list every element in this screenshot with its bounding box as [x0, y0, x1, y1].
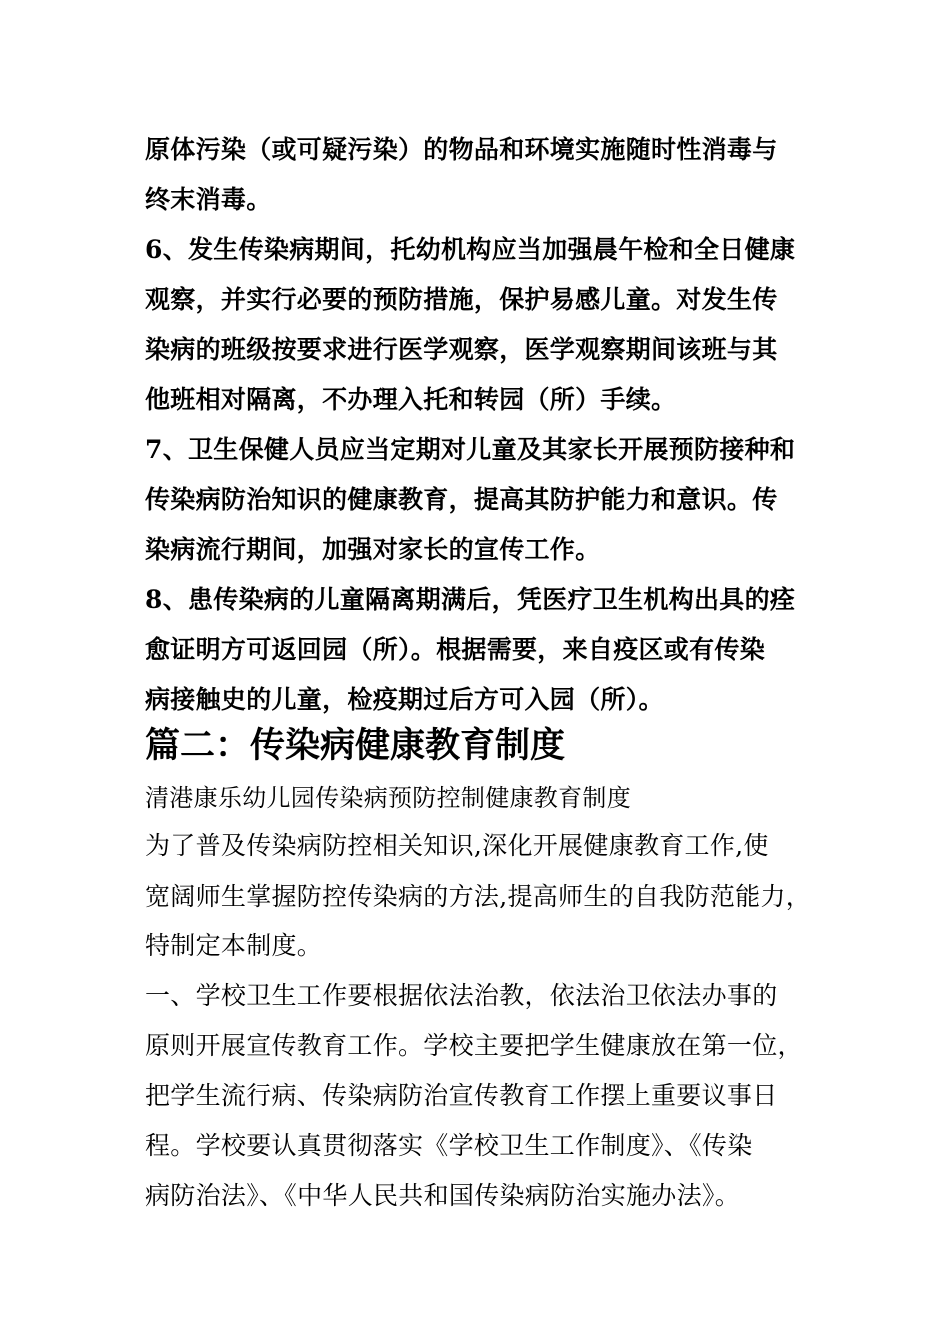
paragraph-line: 6、发生传染病期间，托幼机构应当加强晨午检和全日健康 [145, 235, 796, 264]
paragraph-line: 愈证明方可返回园（所）。根据需要，来自疫区或有传染 [145, 635, 766, 664]
paragraph-line: 原体污染（或可疑污染）的物品和环境实施随时性消毒与 [145, 135, 778, 164]
paragraph-line: 把学生流行病、传染病防治宣传教育工作摆上重要议事日 [145, 1081, 778, 1110]
document-subtitle: 清港康乐幼儿园传染病预防控制健康教育制度 [145, 784, 631, 812]
paragraph-line: 原则开展宣传教育工作。学校主要把学生健康放在第一位， [145, 1031, 803, 1060]
paragraph-line: 一、学校卫生工作要根据依法治教，依法治卫依法办事的 [145, 981, 778, 1010]
paragraph-line: 终末消毒。 [145, 185, 272, 214]
paragraph-line: 宽阔师生掌握防控传染病的方法,提高师生的自我防范能力， [145, 882, 812, 911]
paragraph-line: 染病流行期间，加强对家长的宣传工作。 [145, 535, 601, 564]
paragraph-line: 染病的班级按要求进行医学观察，医学观察期间该班与其 [145, 335, 778, 364]
paragraph-line: 病接触史的儿童，检疫期过后方可入园（所）。 [145, 685, 664, 714]
paragraph-line: 观察，并实行必要的预防措施，保护易感儿童。对发生传 [145, 285, 778, 314]
paragraph-line: 8、患传染病的儿童隔离期满后，凭医疗卫生机构出具的痊 [145, 585, 796, 614]
paragraph-line: 特制定本制度。 [145, 931, 323, 960]
paragraph-line: 他班相对隔离，不办理入托和转园（所）手续。 [145, 385, 677, 414]
paragraph-line: 传染病防治知识的健康教育，提高其防护能力和意识。传 [145, 485, 778, 514]
paragraph-line: 7、卫生保健人员应当定期对儿童及其家长开展预防接种和 [145, 435, 796, 464]
section-heading: 篇二：传染病健康教育制度 [145, 725, 566, 766]
paragraph-line: 病防治法》、《中华人民共和国传染病防治实施办法》。 [145, 1181, 741, 1210]
paragraph-line: 程。学校要认真贯彻落实《学校卫生工作制度》、《传染 [145, 1131, 753, 1160]
paragraph-line: 为了普及传染病防控相关知识,深化开展健康教育工作,使 [145, 831, 769, 860]
